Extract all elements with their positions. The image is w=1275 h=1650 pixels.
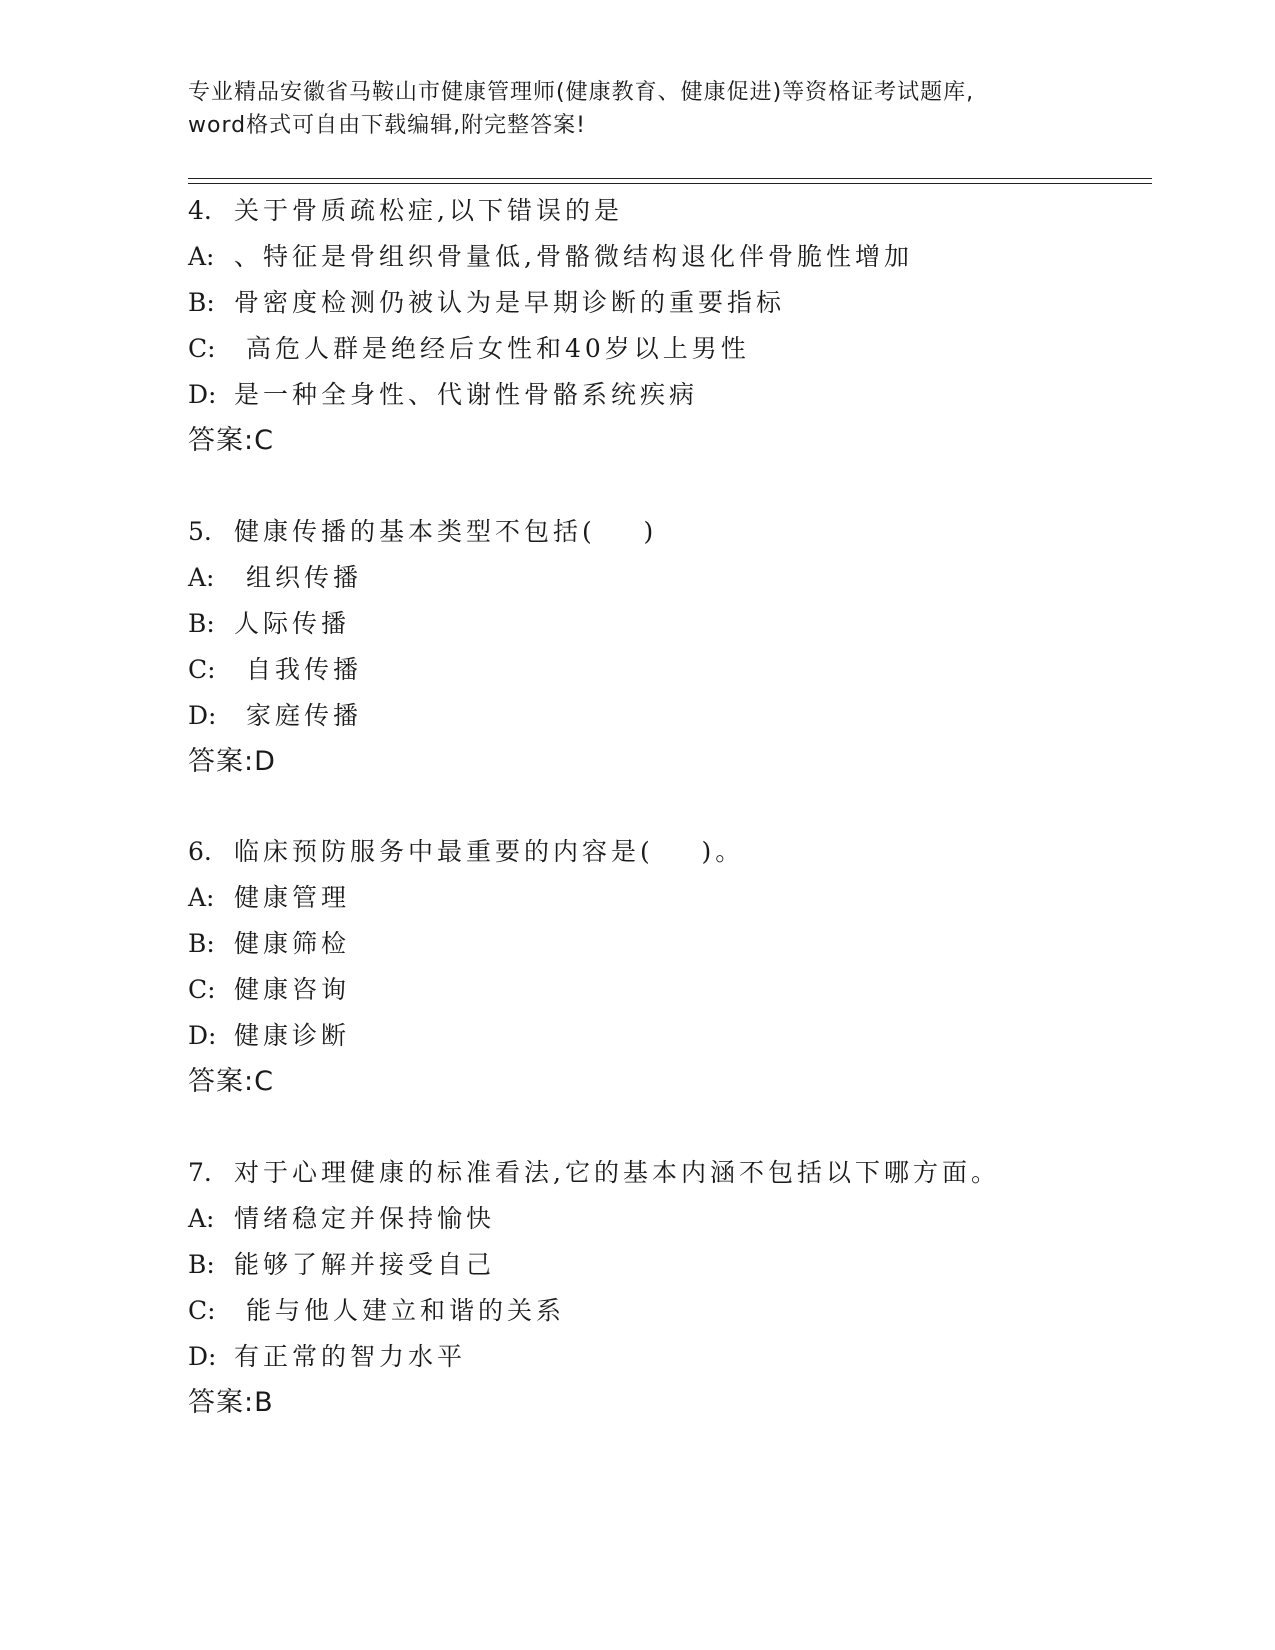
option-a — [188, 555, 1148, 601]
question-number: 6. — [188, 837, 212, 866]
question-5 — [188, 509, 1148, 785]
option-key: A: — [188, 242, 215, 271]
option-key: A: — [188, 883, 215, 912]
option-text: 情绪稳定并保持愉快 — [234, 1204, 496, 1233]
header-line-1: 专业精品安徽省马鞍山市健康管理师(健康教育、健康促进)等资格证考试题库, — [188, 80, 975, 105]
option-key: C: — [188, 1296, 216, 1325]
option-text: 有正常的智力水平 — [234, 1342, 467, 1371]
question-number: 5. — [188, 517, 212, 546]
answer-label: 答案:C — [188, 425, 274, 456]
option-key: D: — [188, 701, 217, 730]
option-text: 健康诊断 — [234, 1021, 351, 1050]
option-a — [188, 234, 1148, 280]
answer-label: 答案:B — [188, 1387, 274, 1418]
option-c — [188, 326, 1148, 372]
option-text: 组织传播 — [234, 563, 362, 592]
header-divider-bottom — [188, 183, 1152, 184]
header-divider-top — [188, 178, 1152, 179]
question-text: 对于心理健康的标准看法,它的基本内涵不包括以下哪方面。 — [234, 1158, 1000, 1187]
option-text: 骨密度检测仍被认为是早期诊断的重要指标 — [234, 288, 786, 317]
option-key: D: — [188, 1021, 217, 1050]
question-6 — [188, 829, 1148, 1105]
question-4 — [188, 188, 1148, 464]
document-header — [188, 76, 1088, 142]
option-text: 、特征是骨组织骨量低,骨骼微结构退化伴骨脆性增加 — [234, 242, 913, 271]
option-c — [188, 1288, 1148, 1334]
question-stem — [188, 829, 1148, 875]
option-key: C: — [188, 334, 216, 363]
option-d — [188, 693, 1148, 739]
option-key: B: — [188, 288, 215, 317]
option-text: 自我传播 — [234, 655, 362, 684]
option-b — [188, 601, 1148, 647]
option-key: A: — [188, 563, 215, 592]
option-text: 能与他人建立和谐的关系 — [234, 1296, 565, 1325]
option-a — [188, 875, 1148, 921]
option-text: 健康筛检 — [234, 929, 351, 958]
question-7 — [188, 1150, 1148, 1426]
option-text: 能够了解并接受自己 — [234, 1250, 496, 1279]
option-b — [188, 1242, 1148, 1288]
header-line-2: word格式可自由下载编辑,附完整答案! — [188, 113, 586, 138]
question-stem — [188, 509, 1148, 555]
question-number: 7. — [188, 1158, 212, 1187]
option-c — [188, 647, 1148, 693]
option-text: 健康管理 — [234, 883, 351, 912]
option-d — [188, 1013, 1148, 1059]
option-d — [188, 1334, 1148, 1380]
option-key: D: — [188, 380, 217, 409]
option-text: 高危人群是绝经后女性和40岁以上男性 — [234, 334, 750, 363]
option-c — [188, 967, 1148, 1013]
question-stem — [188, 188, 1148, 234]
question-text: 关于骨质疏松症,以下错误的是 — [234, 196, 623, 225]
option-text: 人际传播 — [234, 609, 351, 638]
question-text: 临床预防服务中最重要的内容是( )。 — [234, 837, 745, 866]
option-d — [188, 372, 1148, 418]
option-key: D: — [188, 1342, 217, 1371]
option-key: C: — [188, 975, 216, 1004]
option-text: 家庭传播 — [234, 701, 362, 730]
option-text: 是一种全身性、代谢性骨骼系统疾病 — [234, 380, 699, 409]
option-b — [188, 921, 1148, 967]
question-stem — [188, 1150, 1148, 1196]
option-key: C: — [188, 655, 216, 684]
question-text: 健康传播的基本类型不包括( ) — [234, 517, 658, 546]
option-key: A: — [188, 1204, 215, 1233]
answer-label: 答案:C — [188, 1066, 274, 1097]
question-number: 4. — [188, 196, 212, 225]
option-key: B: — [188, 1250, 215, 1279]
option-a — [188, 1196, 1148, 1242]
answer-label: 答案:D — [188, 746, 276, 777]
option-b — [188, 280, 1148, 326]
option-key: B: — [188, 609, 215, 638]
option-key: B: — [188, 929, 215, 958]
option-text: 健康咨询 — [234, 975, 351, 1004]
